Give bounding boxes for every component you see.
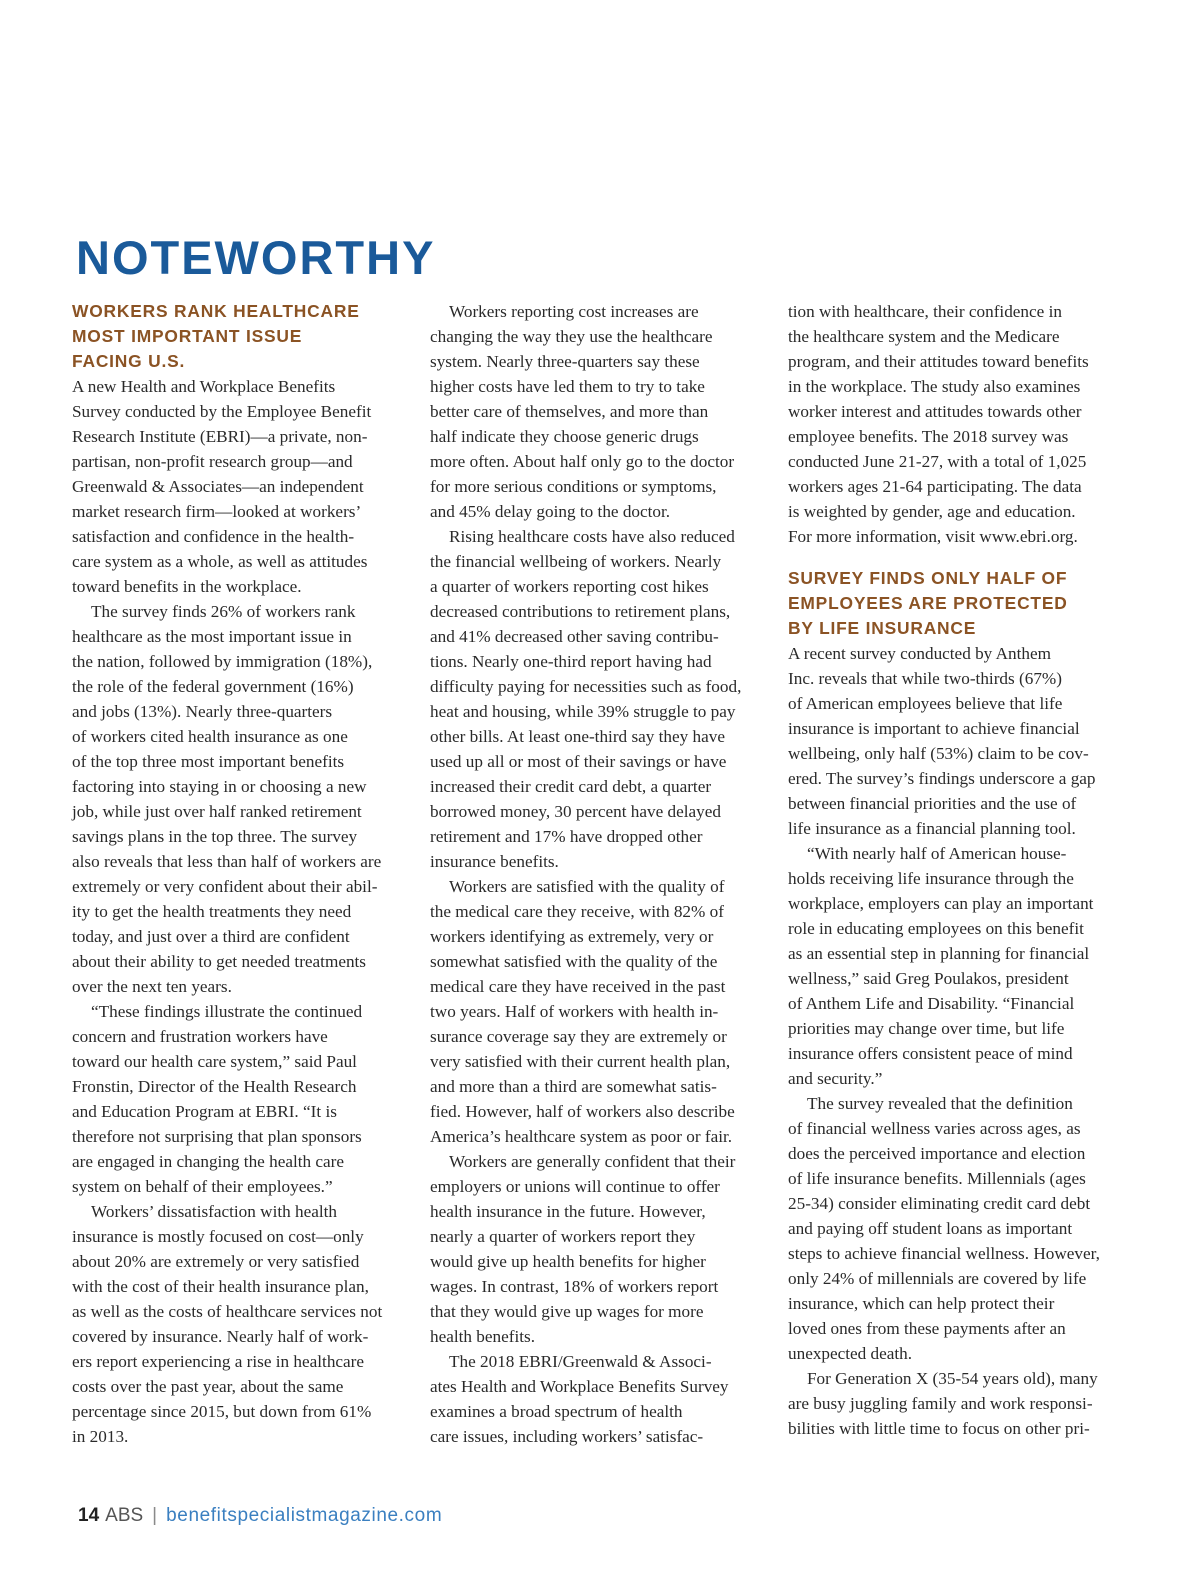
article-1-paragraph-5: Workers reporting cost increases are changing the way they use the healthcare system. Nearly three-quarters say these higher costs have led them to try to take better care of themselves, and more than half indicate they choose generic drugs more often. About half only go to the doctor for more serious conditions or symptoms, and 45% delay going to the doctor. [430,302,735,521]
article-1-heading: WORKERS RANK HEALTHCARE MOST IMPORTANT ISSUE FACING U.S. [72,301,360,371]
magazine-url-link[interactable]: benefitspecialistmagazine.com [166,1505,443,1526]
page-footer [78,1503,442,1529]
footer-separator: | [152,1505,158,1526]
article-1-paragraph-8: Workers are generally confident that their employers or unions will continue to offer health insurance in the future. However, nearly a quarter of workers report they would give up health benefits for higher wages. In contrast, 18% of workers report that they would give up wages for more health benefits. [430,1152,736,1346]
article-1-paragraph-9: The 2018 EBRI/Greenwald & Associ- ates Health and Workplace Benefits Survey examines a broad spectrum of health care issues, including workers’ satisfac- [430,1352,729,1446]
article-1-paragraph-9-continued: tion with healthcare, their confidence in the healthcare system and the Medicare program, and their attitudes toward benefits in the workplace. The study also examines worker interest and attitudes towards other employee benefits. The 2018 survey was conducted June 21-27, with a total of 1,025 workers ages 21-64 participating. The data is weighted by gender, age and education. For more information, visit www.ebri.org. [788,302,1089,546]
article-2-paragraph-2: “With nearly half of American house- holds receiving life insurance through the workplace, employers can play an important role in educating employees on this benefit as an essential step in planning for financial wellness,” said Greg Poulakos, president of Anthem Life and Disability. “Financial priorities may change over time, but life insurance offers consistent peace of mind and security.” [788,844,1094,1088]
column-2 [430,299,765,1449]
section-title: NOTEWORTHY [76,231,436,284]
page-number: 14 [78,1505,100,1526]
column-1 [72,299,407,1449]
article-1-paragraph-6: Rising healthcare costs have also reduced the financial wellbeing of workers. Nearly a quarter of workers reporting cost hikes decreased contributions to retirement plans, and 41% decreased other saving contribu- tions. Nearly one-third report having had difficulty paying for necessities such as food, heat and housing, while 39% struggle to pay other bills. At least one-third say they have used up all or most of their savings or have increased their credit card debt, a quarter borrowed money, 30 percent have delayed retirement and 17% have dropped other insurance benefits. [430,527,742,871]
article-2-paragraph-4: For Generation X (35-54 years old), many are busy juggling family and work responsi- bilities with little time to focus on other pri- [788,1369,1098,1438]
magazine-name: ABS [105,1505,144,1526]
article-1-paragraph-2: The survey finds 26% of workers rank healthcare as the most important issue in the nation, followed by immigration (18%), the role of the federal government (16%) and jobs (13%). Nearly three-quarters of workers cited health insurance as one of the top three most important benefits factoring into staying in or choosing a new job, while just over half ranked retirement savings plans in the top three. The survey also reveals that less than half of workers are extremely or very confident about their abil- ity to get the health treatments they need today, and just over a third are confident about their ability to get needed treatments over the next ten years. [72,602,382,996]
article-2-heading: SURVEY FINDS ONLY HALF OF EMPLOYEES ARE PROTECTED BY LIFE INSURANCE [788,568,1068,638]
article-1-paragraph-7: Workers are satisfied with the quality of the medical care they receive, with 82% of workers identifying as extremely, very or somewhat satisfied with the quality of the medical care they have received in the past two years. Half of workers with health in- surance coverage say they are extremely or very satisfied with their current health plan, and more than a third are somewhat satis- fied. However, half of workers also describe America’s healthcare system as poor or fair. [430,877,735,1146]
column-3 [788,299,1123,1441]
article-1-paragraph-1: A new Health and Workplace Benefits Survey conducted by the Employee Benefit Research Institute (EBRI)—a private, non- partisan, non-profit research group—and Greenwald & Associates—an independent market research firm—looked at workers’ satisfaction and confidence in the health- care system as a whole, as well as attitudes toward benefits in the workplace. [72,377,372,596]
article-1-paragraph-3: “These findings illustrate the continued concern and frustration workers have toward our health care system,” said Paul Fronstin, Director of the Health Research and Education Program at EBRI. “It is therefore not surprising that plan sponsors are engaged in changing the health care system on behalf of their employees.” [72,1002,363,1196]
article-2-paragraph-1: A recent survey conducted by Anthem Inc. reveals that while two-thirds (67%) of American employees believe that life insurance is important to achieve financial wellbeing, only half (53%) claim to be cov- ered. The survey’s findings underscore a gap between financial priorities and the use of life insurance as a financial planning tool. [788,644,1096,838]
article-1-paragraph-4: Workers’ dissatisfaction with health insurance is mostly focused on cost—only about 20% are extremely or very satisfied with the cost of their health insurance plan, as well as the costs of healthcare services not covered by insurance. Nearly half of work- ers report experiencing a rise in healthcare costs over the past year, about the same percentage since 2015, but down from 61% in 2013. [72,1202,383,1446]
article-2-paragraph-3: The survey revealed that the definition of financial wellness varies across ages, as does the perceived importance and election of life insurance benefits. Millennials (ages 25-34) consider eliminating credit card debt and paying off student loans as important steps to achieve financial wellness. However, only 24% of millennials are covered by life insurance, which can help protect their loved ones from these payments after an unexpected death. [788,1094,1100,1363]
